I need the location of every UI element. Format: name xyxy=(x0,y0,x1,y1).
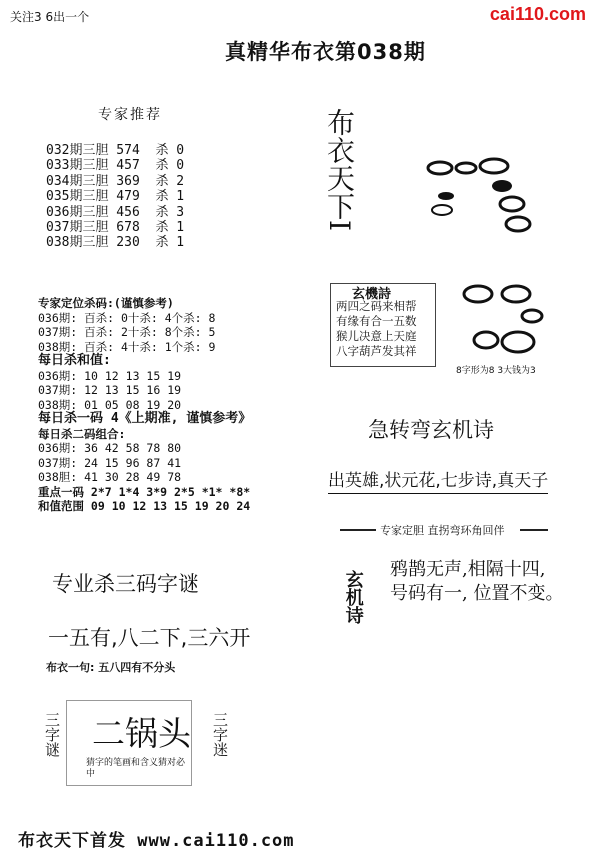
three-char-right-label: 三字迷 xyxy=(211,712,229,757)
kill-codes-heading: 专家定位杀码:(谨慎参考) xyxy=(38,296,174,310)
riddle-heading: 专业杀三码字谜 xyxy=(52,572,199,596)
sum-heading: 每日杀和值: xyxy=(38,353,111,368)
three-char-note: 猜字的笔画和含义猜对必中 xyxy=(86,758,186,779)
three-char-left-label: 三字谜 xyxy=(43,712,61,757)
pick-row: 032期三胆 574 杀 0 xyxy=(46,143,185,158)
picks-title: 专家推荐 xyxy=(98,107,162,123)
pick-row: 036期三胆 456 杀 3 xyxy=(46,204,185,220)
riddle-text: 一五有,八二下,三六开 xyxy=(48,626,251,650)
right-riddle xyxy=(390,558,563,606)
follow-note: 关注3 6出一个 xyxy=(10,10,90,24)
pick-row: 037期三胆 678 杀 1 xyxy=(46,220,185,236)
poem-line: 两四之码来相帮 xyxy=(336,299,417,313)
figure-caption: 8字形为8 3大钱为3 xyxy=(456,366,536,376)
right-riddle-line: 鸦鹊无声,相隔十四, xyxy=(390,559,546,580)
number-shape-illustration xyxy=(456,282,556,362)
one-code: 每日杀一码 4《上期准, 谨慎参考》 xyxy=(38,411,252,426)
pick-row: 033期三胆 457 杀 0 xyxy=(46,158,185,174)
position-row: 038期: 百杀: 4十杀: 1个杀: 9 xyxy=(38,339,216,354)
vertical-title: 布衣天下I xyxy=(323,108,356,232)
urgent-poem-title: 急转弯玄机诗 xyxy=(368,418,494,442)
page-title: 真精华布衣第038期 xyxy=(225,40,426,64)
three-char-main: 二锅头 xyxy=(92,714,191,753)
two-code-row: 037期: 24 15 96 87 41 xyxy=(38,455,182,470)
sum-row: 037期: 12 13 15 16 19 xyxy=(38,383,182,397)
poem-title: 玄機詩 xyxy=(352,287,392,302)
sum-range: 和值范围 09 10 12 13 15 19 20 24 xyxy=(38,499,251,513)
poem-lines xyxy=(336,299,417,359)
footer-text: 布衣天下首发 www.cai110.com xyxy=(18,831,295,851)
site-logo[interactable]: cai110.com xyxy=(489,4,586,24)
sum-row: 038期: 01 05 08 19 20 xyxy=(38,397,182,412)
pick-row: 035期三胆 479 杀 1 xyxy=(46,189,185,205)
hero-line: 出英雄,状元花,七步诗,真天子 xyxy=(328,466,548,494)
riddle-sentence: 布衣一句: 五八四有不分头 xyxy=(46,661,176,674)
two-code-row: 038胆: 41 30 28 49 78 xyxy=(38,470,182,484)
right-riddle-line: 号码有一, 位置不变。 xyxy=(390,583,564,604)
position-row: 036期: 百杀: 0十杀: 4个杀: 8 xyxy=(38,310,216,325)
key-code: 重点一码 2*7 1*4 3*9 2*5 *1* *8* xyxy=(38,484,251,499)
picks-list xyxy=(46,143,184,251)
divider-right xyxy=(520,529,548,531)
poem-line: 八字葫芦发其祥 xyxy=(336,344,417,358)
expert-line: 专家定胆 直拐弯环角回伴 xyxy=(380,524,505,537)
divider-left xyxy=(340,529,376,531)
kill-codes-section xyxy=(38,296,251,514)
two-code-heading: 每日杀二码组合: xyxy=(38,426,126,441)
sum-row: 036期: 10 12 13 15 19 xyxy=(38,368,182,383)
side-poem-label: 玄机诗 xyxy=(342,570,364,624)
poem-line: 有缘有合一五数 xyxy=(336,314,417,328)
position-row: 037期: 百杀: 2十杀: 8个杀: 5 xyxy=(38,325,216,339)
poem-line: 猴儿决意上天庭 xyxy=(336,329,417,343)
coin-figure-illustration xyxy=(416,146,556,246)
pick-row: 038期三胆 230 杀 1 xyxy=(46,235,185,251)
pick-row: 034期三胆 369 杀 2 xyxy=(46,173,185,189)
two-code-row: 036期: 36 42 58 78 80 xyxy=(38,441,182,455)
